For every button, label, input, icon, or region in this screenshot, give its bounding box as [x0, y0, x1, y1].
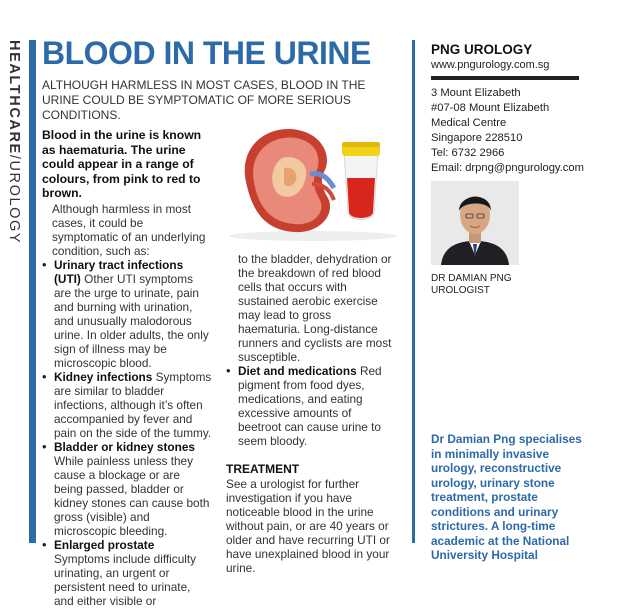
- clinic-header: [431, 42, 601, 72]
- article-subtitle: ALTHOUGH HARMLESS IN MOST CASES, BLOOD IN THE URINE COULD BE SYMPTOMATIC OF MORE SERIOUS CONDITIONS.: [42, 78, 366, 122]
- cause-text: While painless unless they cause a blockage or are being passed, bladder or kidney stones can cause both gross (visible) and microscopic bleeding.: [54, 453, 210, 538]
- treatment-heading: TREATMENT: [226, 462, 300, 476]
- clinic-url: www.pngurology.com.sg: [431, 59, 550, 71]
- list-item: [42, 538, 212, 608]
- doctor-title: UROLOGIST: [431, 285, 490, 296]
- doctor-caption: [431, 273, 512, 297]
- causes-list: [42, 258, 212, 608]
- phone: Tel: 6732 2966: [431, 147, 505, 159]
- doctor-name: DR DAMIAN PNG: [431, 273, 512, 284]
- cause-term: Enlarged prostate: [54, 537, 155, 552]
- cause-text: Red pigment from food dyes, medications, and eating excessive amounts of beetroot can cause urine to seem bloody.: [238, 364, 382, 448]
- column-2-continuation: to the bladder, dehydration or the breakdown of red blood cells that occurs with sustained aerobic exercise may lead to gross haematuria. Long-distance runners and cyclists are most susceptible.: [238, 252, 392, 364]
- section-label-main: HEALTHCARE: [6, 40, 22, 155]
- article-intro: Although harmless in most cases, it could be symptomatic of an underlying condition, such as:: [52, 201, 206, 258]
- list-item: [42, 370, 212, 440]
- sidebar-divider: [412, 40, 415, 543]
- cause-text: Symptoms are similar to bladder infections, although it’s often accompanied by fever and pain on the side of the tummy.: [54, 369, 212, 440]
- list-item: [42, 258, 212, 370]
- doctor-portrait: [431, 181, 519, 265]
- cause-term: Diet and medications: [238, 364, 357, 378]
- email: Email: drpng@pngurology.com: [431, 162, 584, 174]
- cause-text: Other UTI symptoms are the urge to urinate, pain and burning with urination, and unusually malodorous urine. In older adults, the only sign of illness may be microscopic blood.: [54, 271, 209, 370]
- clinic-name: PNG UROLOGY: [431, 42, 533, 57]
- diet-list: [226, 364, 396, 448]
- accent-bar: [29, 40, 36, 543]
- address-line: Medical Centre: [431, 117, 507, 129]
- doctor-bio: Dr Damian Png specialises in minimally invasive urology, reconstructive urology, urinary stone treatment, prostate conditions and urinary strictures. A long-time academic at the National University Hospital: [431, 432, 582, 562]
- section-label: [4, 40, 26, 245]
- cause-term: Kidney infections: [54, 369, 153, 384]
- article-lead: Blood in the urine is known as haematuria. The urine could appear in a range of colours, from pink to red to brown.: [42, 128, 202, 200]
- address-line: Singapore 228510: [431, 132, 523, 144]
- section-label-sub: UROLOGY: [6, 160, 22, 245]
- list-item: [226, 364, 396, 448]
- article-column-2: [226, 252, 396, 575]
- cause-term: Bladder or kidney stones: [54, 439, 195, 454]
- address-line: #07-08 Mount Elizabeth: [431, 102, 550, 114]
- treatment-text: See a urologist for further investigation if you have noticeable blood in the urine without pain, or are 40 years or older and have recurring UTI or have unexplained blood in your urine.: [226, 477, 390, 575]
- address-line: 3 Mount Elizabeth: [431, 87, 521, 99]
- article-column-1: [42, 128, 212, 608]
- kidney-illustration: [224, 118, 402, 242]
- list-item: [42, 440, 212, 538]
- section-label-sep: /: [6, 154, 22, 161]
- article-title: BLOOD IN THE URINE: [42, 35, 371, 71]
- cause-text: Symptoms include difficulty urinating, an urgent or persistent need to urinate, and either visible or: [54, 551, 197, 608]
- cause-term: Urinary tract infections (UTI): [54, 257, 184, 286]
- clinic-address: [431, 86, 601, 176]
- clinic-rule: [431, 76, 579, 80]
